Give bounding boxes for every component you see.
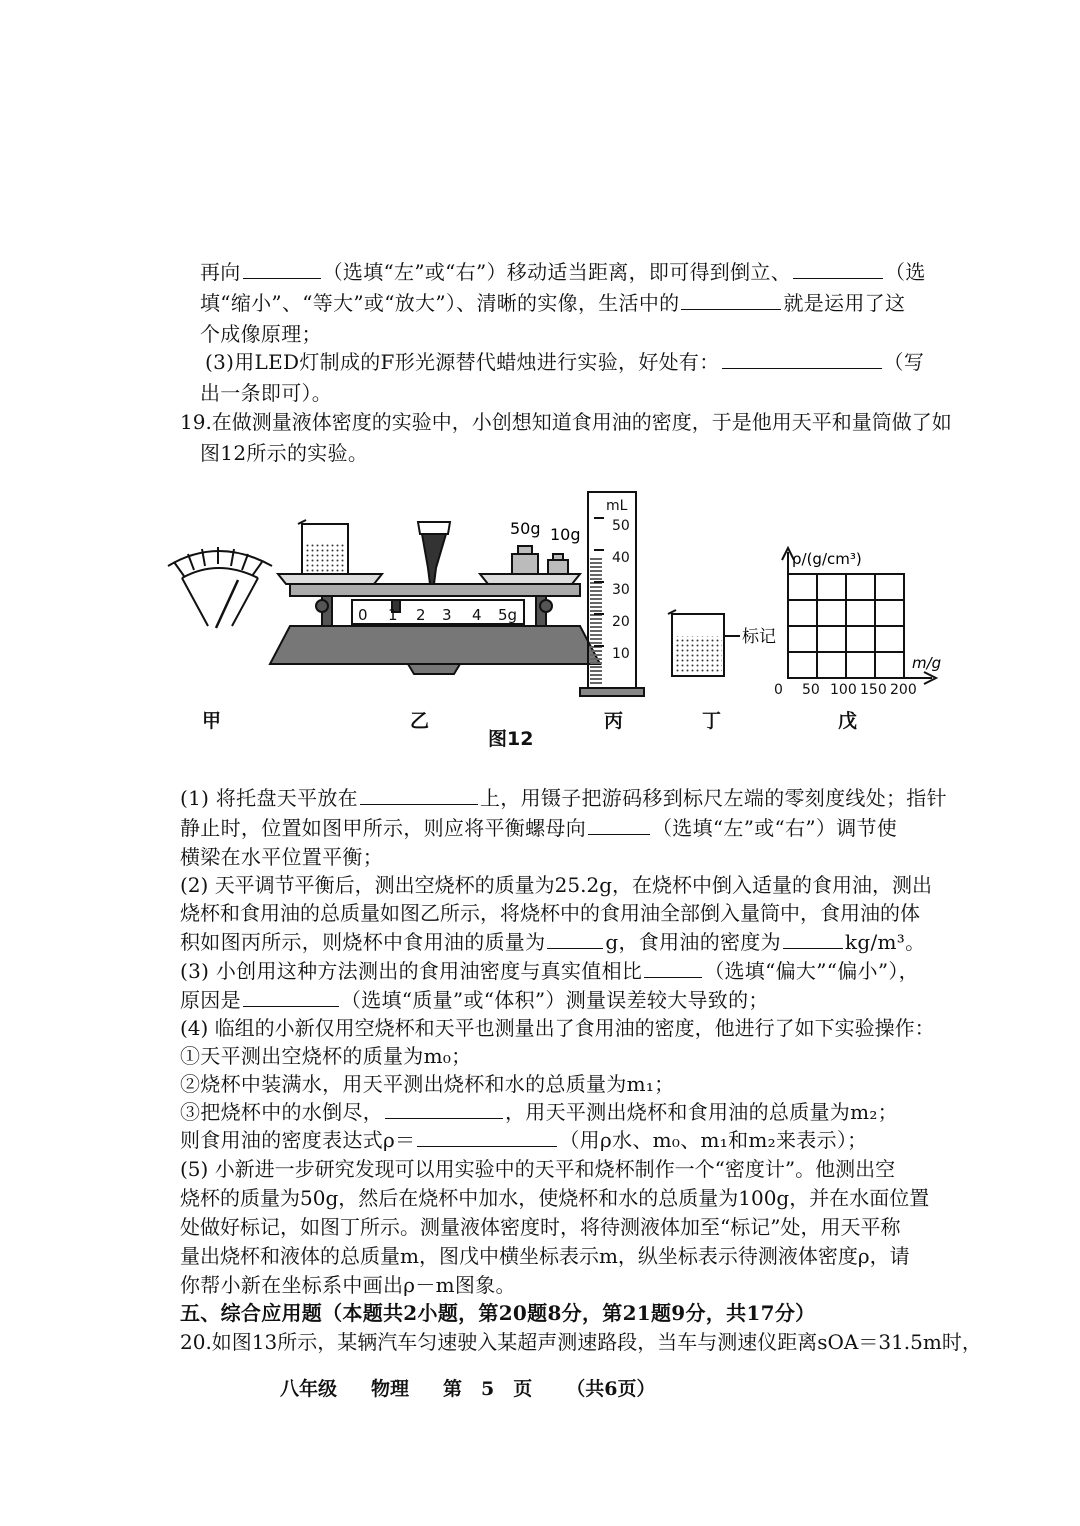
blank[interactable] — [243, 258, 321, 279]
part1-b: 静止时，位置如图甲所示，则应将平衡螺母向 （选填“左”或“右”）调节使 — [180, 816, 898, 840]
blank[interactable] — [547, 928, 603, 949]
part4-step3: ③把烧杯中的水倒尽， ，用天平测出烧杯和食用油的总质量为m₂； — [180, 1100, 898, 1124]
part5-c: 处做好标记，如图丁所示。测量液体密度时，将待测液体加至“标记”处，用天平称 — [180, 1215, 901, 1239]
x-tick: 100 — [830, 682, 857, 698]
q18-line-c: 个成像原理； — [200, 322, 322, 346]
part2-b: 烧杯和食用油的总质量如图乙所示，将烧杯中的食用油全部倒入量筒中，食用油的体 — [180, 901, 920, 925]
label-jia: 甲 — [202, 710, 222, 732]
ruler-tick: 1 — [388, 606, 398, 624]
blank[interactable] — [588, 814, 650, 835]
blank[interactable] — [783, 928, 843, 949]
q19-stem-b: 图12所示的实验。 — [200, 441, 369, 465]
figure-caption: 图12 — [488, 728, 534, 750]
q20-stem: 20.如图13所示，某辆汽车匀速驶入某超声测速路段，当车与测速仪距离sOA＝31.5m时， — [180, 1330, 982, 1354]
mark-label: 标记 — [742, 627, 776, 647]
x-tick: 150 — [860, 682, 887, 698]
q18-line-b: 填“缩小”、“等大”或“放大”）、清晰的实像，生活中的 就是运用了这 — [200, 291, 906, 315]
blank[interactable] — [385, 1098, 503, 1119]
blank[interactable] — [722, 348, 882, 369]
footer-page: 第 5 页 — [443, 1378, 533, 1400]
part3-a: (3) 小创用这种方法测出的食用油密度与真实值相比 （选填“偏大”“偏小”）， — [180, 959, 919, 983]
cylinder-unit: mL — [606, 498, 628, 514]
part5-d: 量出烧杯和液体的总质量m，图戊中横坐标表示m，纵坐标表示待测液体密度ρ，请 — [180, 1244, 910, 1268]
part3-b: 原因是 （选填“质量”或“体积”）测量误差较大导致的； — [180, 988, 769, 1012]
cylinder-tick: 10 — [612, 646, 630, 662]
q18-part3-a: (3)用LED灯制成的F形光源替代蜡烛进行实验，好处有： （写 — [205, 350, 925, 374]
part2-c: 积如图丙所示，则烧杯中食用油的质量为 g，食用油的密度为 kg/m³。 — [180, 930, 926, 954]
figure-12-drawing — [160, 478, 960, 708]
cylinder-tick: 20 — [612, 614, 630, 630]
blank[interactable] — [644, 957, 702, 978]
ruler-tick: 5g — [498, 606, 518, 624]
part4-a: (4) 临组的小新仅用空烧杯和天平也测量出了食用油的密度，他进行了如下实验操作： — [180, 1016, 935, 1040]
cylinder-tick: 40 — [612, 550, 630, 566]
footer-total: （共6页） — [566, 1378, 656, 1400]
part4-step1: ①天平测出空烧杯的质量为m₀； — [180, 1044, 472, 1068]
q18-line-a: 再向 （选填“左”或“右”）移动适当距离，即可得到倒立、 （选 — [200, 260, 926, 284]
label-wu: 戊 — [838, 710, 858, 732]
part1-a: (1) 将托盘天平放在 上，用镊子把游码移到标尺左端的零刻度线处；指针 — [180, 786, 947, 810]
label-yi: 乙 — [410, 710, 430, 732]
part2-a: (2) 天平调节平衡后，测出空烧杯的质量为25.2g，在烧杯中倒入适量的食用油，测出 — [180, 873, 933, 897]
blank[interactable] — [243, 986, 339, 1007]
graph-x-ticks — [774, 682, 917, 698]
label-bing: 丙 — [604, 710, 624, 732]
page-footer — [280, 1374, 690, 1401]
graph-y-label: ρ/(g/cm³) — [792, 550, 862, 568]
blank[interactable] — [681, 289, 781, 310]
footer-subject: 物理 — [371, 1378, 410, 1400]
ruler-tick: 4 — [472, 606, 482, 624]
q18-part3-b: 出一条即可）。 — [200, 381, 333, 405]
part4-step4: 则食用油的密度表达式ρ＝ （用ρ水、m₀、m₁和m₂来表示）； — [180, 1128, 868, 1152]
cylinder-tick: 30 — [612, 582, 630, 598]
part5-e: 你帮小新在坐标系中画出ρ－m图象。 — [180, 1273, 516, 1297]
blank[interactable] — [793, 258, 883, 279]
figure-12 — [160, 478, 960, 712]
blank[interactable] — [360, 784, 478, 805]
ruler-tick: 0 — [358, 606, 368, 624]
x-tick: 0 — [774, 682, 783, 698]
part1-c: 横梁在水平位置平衡； — [180, 845, 383, 869]
ruler-tick: 3 — [442, 606, 452, 624]
part5-a: (5) 小新进一步研究发现可以用实验中的天平和烧杯制作一个“密度计”。他测出空 — [180, 1157, 896, 1181]
graph-x-label: m/g — [912, 654, 942, 672]
x-tick: 50 — [802, 682, 820, 698]
weight-50g-label: 50g — [510, 519, 541, 538]
q19-stem-a: 19.在做测量液体密度的实验中，小创想知道食用油的密度，于是他用天平和量筒做了如 — [180, 410, 952, 434]
pointer-dial — [168, 547, 272, 628]
label-ding: 丁 — [702, 710, 722, 732]
weight-10g-label: 10g — [550, 525, 581, 544]
part4-step2: ②烧杯中装满水，用天平测出烧杯和水的总质量为m₁； — [180, 1072, 675, 1096]
cylinder-labels — [606, 498, 630, 662]
x-tick: 200 — [890, 682, 917, 698]
cylinder-tick: 50 — [612, 518, 630, 534]
marked-beaker — [668, 610, 740, 676]
footer-grade: 八年级 — [280, 1378, 338, 1400]
section-5-heading: 五、综合应用题（本题共2小题，第20题8分，第21题9分，共17分） — [180, 1301, 816, 1325]
blank[interactable] — [417, 1126, 557, 1147]
part5-b: 烧杯的质量为50g，然后在烧杯中加水，使烧杯和水的总质量为100g，并在水面位置 — [180, 1186, 930, 1210]
ruler-tick: 2 — [416, 606, 426, 624]
